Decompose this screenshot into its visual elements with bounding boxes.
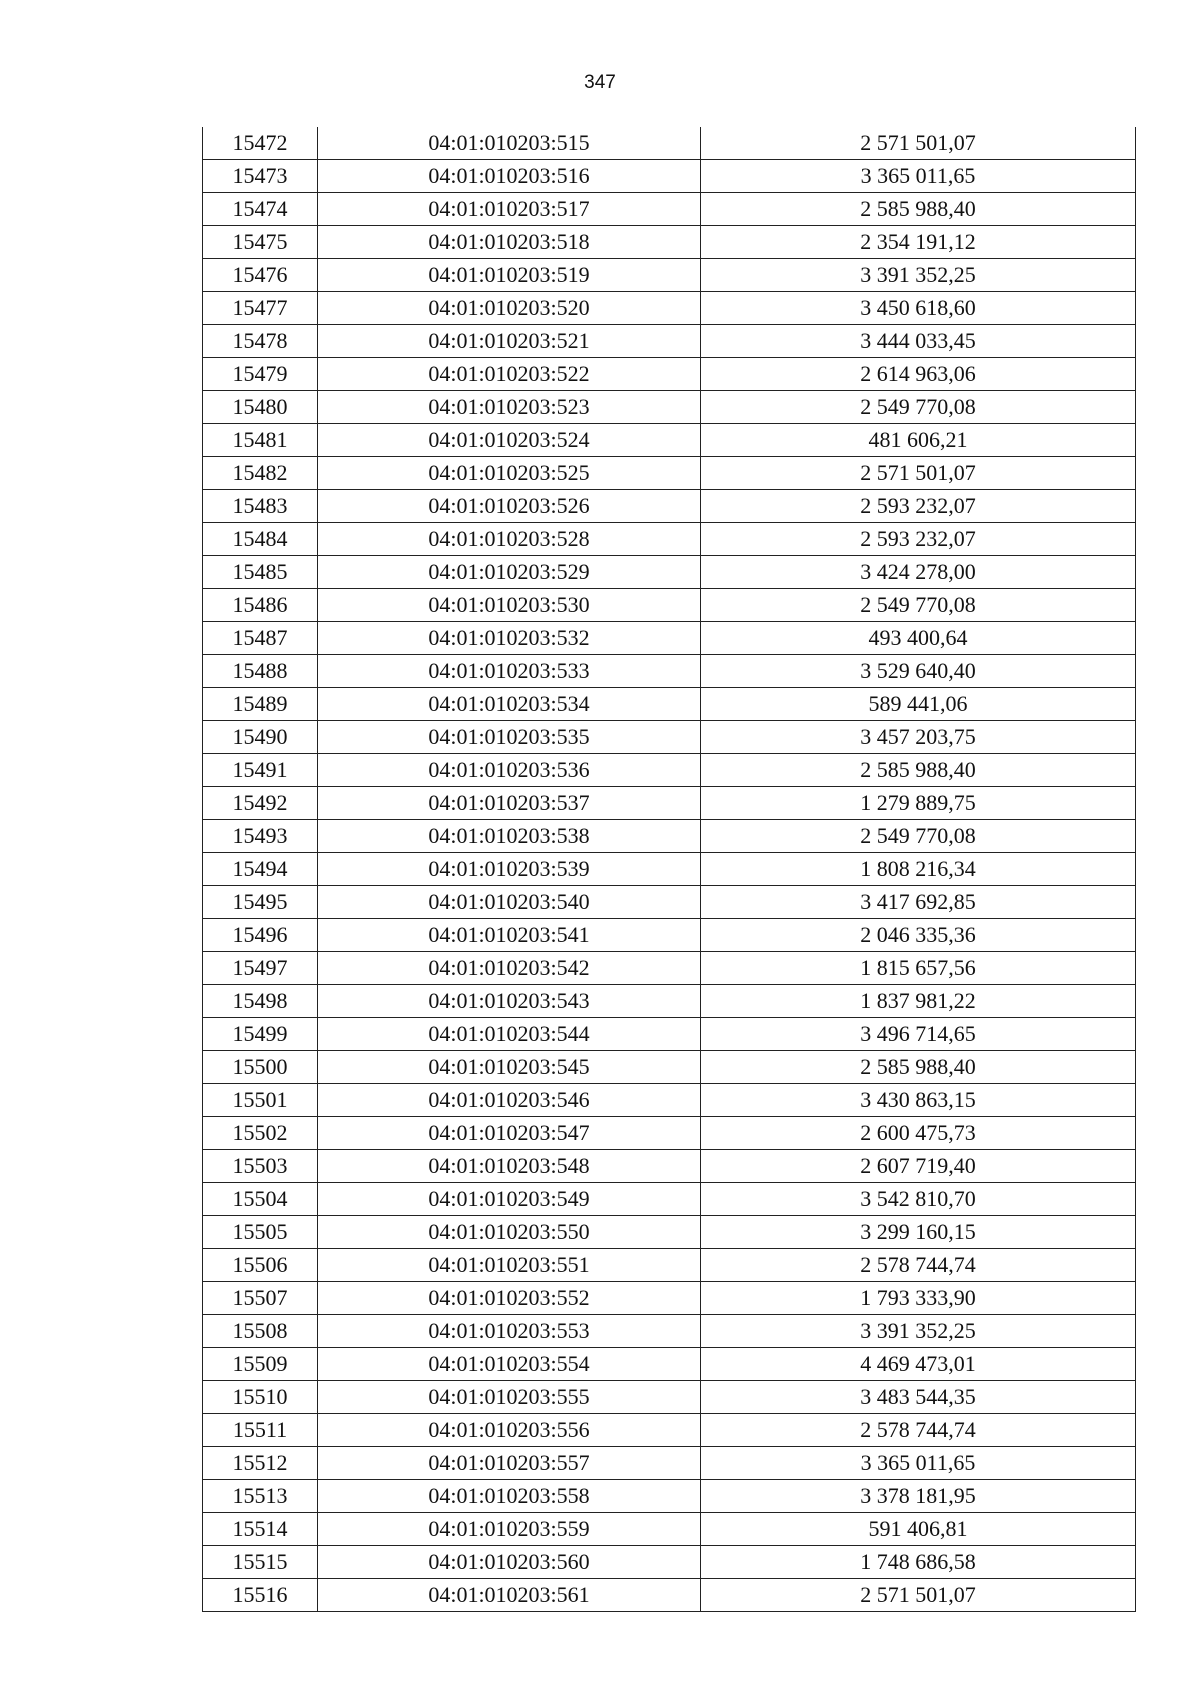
row-number-cell: 15483 (203, 490, 318, 523)
table-row (203, 655, 1136, 688)
cadastral-value-cell: 3 542 810,70 (701, 1183, 1136, 1216)
cadastral-number-cell: 04:01:010203:553 (318, 1315, 701, 1348)
row-number-cell: 15492 (203, 787, 318, 820)
row-number-cell: 15506 (203, 1249, 318, 1282)
table-row (203, 1513, 1136, 1546)
table-row (203, 127, 1136, 160)
cadastral-value-cell: 2 578 744,74 (701, 1249, 1136, 1282)
cadastral-number-cell: 04:01:010203:519 (318, 259, 701, 292)
table-row (203, 1315, 1136, 1348)
row-number-cell: 15500 (203, 1051, 318, 1084)
cadastral-value-cell: 2 600 475,73 (701, 1117, 1136, 1150)
table-row (203, 160, 1136, 193)
cadastral-value-cell: 2 549 770,08 (701, 589, 1136, 622)
row-number-cell: 15472 (203, 127, 318, 160)
cadastral-number-cell: 04:01:010203:558 (318, 1480, 701, 1513)
row-number-cell: 15481 (203, 424, 318, 457)
cadastral-number-cell: 04:01:010203:547 (318, 1117, 701, 1150)
cadastral-number-cell: 04:01:010203:538 (318, 820, 701, 853)
row-number-cell: 15498 (203, 985, 318, 1018)
table-row (203, 259, 1136, 292)
row-number-cell: 15499 (203, 1018, 318, 1051)
cadastral-number-cell: 04:01:010203:541 (318, 919, 701, 952)
cadastral-number-cell: 04:01:010203:555 (318, 1381, 701, 1414)
cadastral-number-cell: 04:01:010203:551 (318, 1249, 701, 1282)
table-row (203, 820, 1136, 853)
table-row (203, 226, 1136, 259)
cadastral-value-cell: 2 593 232,07 (701, 523, 1136, 556)
cadastral-number-cell: 04:01:010203:515 (318, 127, 701, 160)
row-number-cell: 15488 (203, 655, 318, 688)
cadastral-value-cell: 3 378 181,95 (701, 1480, 1136, 1513)
cadastral-value-cell: 3 457 203,75 (701, 721, 1136, 754)
row-number-cell: 15482 (203, 457, 318, 490)
row-number-cell: 15487 (203, 622, 318, 655)
cadastral-number-cell: 04:01:010203:524 (318, 424, 701, 457)
cadastral-number-cell: 04:01:010203:518 (318, 226, 701, 259)
cadastral-number-cell: 04:01:010203:552 (318, 1282, 701, 1315)
cadastral-number-cell: 04:01:010203:537 (318, 787, 701, 820)
table-row (203, 589, 1136, 622)
cadastral-value-cell: 2 578 744,74 (701, 1414, 1136, 1447)
table-row (203, 391, 1136, 424)
cadastral-value-cell: 2 549 770,08 (701, 391, 1136, 424)
table-row (203, 424, 1136, 457)
table-row (203, 1480, 1136, 1513)
cadastral-value-cell: 3 450 618,60 (701, 292, 1136, 325)
row-number-cell: 15491 (203, 754, 318, 787)
row-number-cell: 15508 (203, 1315, 318, 1348)
cadastral-value-cell: 1 815 657,56 (701, 952, 1136, 985)
table-row (203, 919, 1136, 952)
row-number-cell: 15501 (203, 1084, 318, 1117)
row-number-cell: 15511 (203, 1414, 318, 1447)
cadastral-value-cell: 3 299 160,15 (701, 1216, 1136, 1249)
cadastral-number-cell: 04:01:010203:520 (318, 292, 701, 325)
table-body (203, 127, 1136, 1612)
row-number-cell: 15510 (203, 1381, 318, 1414)
cadastral-number-cell: 04:01:010203:556 (318, 1414, 701, 1447)
cadastral-number-cell: 04:01:010203:542 (318, 952, 701, 985)
table-row (203, 523, 1136, 556)
row-number-cell: 15495 (203, 886, 318, 919)
table-row (203, 1051, 1136, 1084)
cadastral-value-cell: 3 483 544,35 (701, 1381, 1136, 1414)
row-number-cell: 15480 (203, 391, 318, 424)
table-row (203, 292, 1136, 325)
cadastral-number-cell: 04:01:010203:535 (318, 721, 701, 754)
table-row (203, 622, 1136, 655)
table-row (203, 490, 1136, 523)
page-number: 347 (584, 72, 616, 93)
table-row (203, 1117, 1136, 1150)
row-number-cell: 15473 (203, 160, 318, 193)
cadastral-number-cell: 04:01:010203:540 (318, 886, 701, 919)
table-row (203, 1150, 1136, 1183)
table-row (203, 1447, 1136, 1480)
cadastral-number-cell: 04:01:010203:548 (318, 1150, 701, 1183)
row-number-cell: 15484 (203, 523, 318, 556)
cadastral-value-cell: 3 496 714,65 (701, 1018, 1136, 1051)
cadastral-number-cell: 04:01:010203:532 (318, 622, 701, 655)
cadastral-value-cell: 1 748 686,58 (701, 1546, 1136, 1579)
cadastral-value-cell: 2 354 191,12 (701, 226, 1136, 259)
table-row (203, 1183, 1136, 1216)
row-number-cell: 15494 (203, 853, 318, 886)
table-row (203, 853, 1136, 886)
cadastral-number-cell: 04:01:010203:557 (318, 1447, 701, 1480)
cadastral-number-cell: 04:01:010203:545 (318, 1051, 701, 1084)
cadastral-value-cell: 2 549 770,08 (701, 820, 1136, 853)
table-row (203, 754, 1136, 787)
cadastral-number-cell: 04:01:010203:533 (318, 655, 701, 688)
table-row (203, 952, 1136, 985)
table-row (203, 1282, 1136, 1315)
cadastral-number-cell: 04:01:010203:522 (318, 358, 701, 391)
cadastral-number-cell: 04:01:010203:559 (318, 1513, 701, 1546)
row-number-cell: 15479 (203, 358, 318, 391)
table-row (203, 1018, 1136, 1051)
cadastral-value-cell: 1 808 216,34 (701, 853, 1136, 886)
row-number-cell: 15497 (203, 952, 318, 985)
table-row (203, 886, 1136, 919)
cadastral-value-cell: 4 469 473,01 (701, 1348, 1136, 1381)
cadastral-number-cell: 04:01:010203:536 (318, 754, 701, 787)
table-row (203, 1249, 1136, 1282)
row-number-cell: 15502 (203, 1117, 318, 1150)
cadastral-value-cell: 2 585 988,40 (701, 754, 1136, 787)
table-row (203, 1084, 1136, 1117)
cadastral-number-cell: 04:01:010203:516 (318, 160, 701, 193)
row-number-cell: 15490 (203, 721, 318, 754)
cadastral-value-cell: 3 424 278,00 (701, 556, 1136, 589)
table-row (203, 1381, 1136, 1414)
cadastral-number-cell: 04:01:010203:549 (318, 1183, 701, 1216)
table-row (203, 556, 1136, 589)
table-row (203, 457, 1136, 490)
cadastral-number-cell: 04:01:010203:544 (318, 1018, 701, 1051)
cadastral-value-cell: 2 607 719,40 (701, 1150, 1136, 1183)
cadastral-value-cell: 2 571 501,07 (701, 1579, 1136, 1612)
cadastral-value-cell: 3 365 011,65 (701, 1447, 1136, 1480)
row-number-cell: 15475 (203, 226, 318, 259)
row-number-cell: 15505 (203, 1216, 318, 1249)
cadastral-value-cell: 591 406,81 (701, 1513, 1136, 1546)
row-number-cell: 15503 (203, 1150, 318, 1183)
cadastral-number-cell: 04:01:010203:523 (318, 391, 701, 424)
cadastral-value-cell: 2 585 988,40 (701, 193, 1136, 226)
cadastral-number-cell: 04:01:010203:539 (318, 853, 701, 886)
table-row (203, 787, 1136, 820)
cadastral-value-cell: 2 046 335,36 (701, 919, 1136, 952)
cadastral-value-cell: 3 417 692,85 (701, 886, 1136, 919)
table-row (203, 1414, 1136, 1447)
cadastral-number-cell: 04:01:010203:546 (318, 1084, 701, 1117)
cadastral-number-cell: 04:01:010203:526 (318, 490, 701, 523)
row-number-cell: 15512 (203, 1447, 318, 1480)
cadastral-value-cell: 1 793 333,90 (701, 1282, 1136, 1315)
cadastral-number-cell: 04:01:010203:517 (318, 193, 701, 226)
cadastral-value-cell: 2 614 963,06 (701, 358, 1136, 391)
table-row (203, 1348, 1136, 1381)
cadastral-value-cell: 481 606,21 (701, 424, 1136, 457)
row-number-cell: 15489 (203, 688, 318, 721)
cadastral-value-cell: 493 400,64 (701, 622, 1136, 655)
row-number-cell: 15496 (203, 919, 318, 952)
row-number-cell: 15513 (203, 1480, 318, 1513)
table-row (203, 721, 1136, 754)
cadastral-number-cell: 04:01:010203:560 (318, 1546, 701, 1579)
cadastral-number-cell: 04:01:010203:534 (318, 688, 701, 721)
row-number-cell: 15516 (203, 1579, 318, 1612)
cadastral-number-cell: 04:01:010203:561 (318, 1579, 701, 1612)
cadastral-number-cell: 04:01:010203:543 (318, 985, 701, 1018)
row-number-cell: 15515 (203, 1546, 318, 1579)
cadastral-value-cell: 2 571 501,07 (701, 127, 1136, 160)
cadastral-value-cell: 2 571 501,07 (701, 457, 1136, 490)
row-number-cell: 15476 (203, 259, 318, 292)
cadastral-value-cell: 1 837 981,22 (701, 985, 1136, 1018)
cadastral-value-cell: 3 529 640,40 (701, 655, 1136, 688)
table-row (203, 1216, 1136, 1249)
row-number-cell: 15493 (203, 820, 318, 853)
cadastral-value-cell: 1 279 889,75 (701, 787, 1136, 820)
table-row (203, 1546, 1136, 1579)
cadastral-value-cell: 3 444 033,45 (701, 325, 1136, 358)
cadastral-value-cell: 2 593 232,07 (701, 490, 1136, 523)
cadastral-value-cell: 589 441,06 (701, 688, 1136, 721)
cadastral-number-cell: 04:01:010203:521 (318, 325, 701, 358)
row-number-cell: 15504 (203, 1183, 318, 1216)
table-row (203, 193, 1136, 226)
cadastral-number-cell: 04:01:010203:528 (318, 523, 701, 556)
row-number-cell: 15485 (203, 556, 318, 589)
table-row (203, 358, 1136, 391)
cadastral-value-cell: 3 391 352,25 (701, 1315, 1136, 1348)
table-row (203, 688, 1136, 721)
row-number-cell: 15478 (203, 325, 318, 358)
cadastral-number-cell: 04:01:010203:554 (318, 1348, 701, 1381)
cadastral-value-table (202, 127, 1136, 1612)
cadastral-number-cell: 04:01:010203:530 (318, 589, 701, 622)
row-number-cell: 15507 (203, 1282, 318, 1315)
row-number-cell: 15486 (203, 589, 318, 622)
row-number-cell: 15514 (203, 1513, 318, 1546)
cadastral-number-cell: 04:01:010203:529 (318, 556, 701, 589)
cadastral-value-cell: 3 365 011,65 (701, 160, 1136, 193)
cadastral-number-cell: 04:01:010203:550 (318, 1216, 701, 1249)
table-row (203, 1579, 1136, 1612)
row-number-cell: 15477 (203, 292, 318, 325)
table-row (203, 325, 1136, 358)
cadastral-value-cell: 3 391 352,25 (701, 259, 1136, 292)
row-number-cell: 15509 (203, 1348, 318, 1381)
row-number-cell: 15474 (203, 193, 318, 226)
cadastral-value-cell: 3 430 863,15 (701, 1084, 1136, 1117)
table-row (203, 985, 1136, 1018)
cadastral-number-cell: 04:01:010203:525 (318, 457, 701, 490)
cadastral-value-cell: 2 585 988,40 (701, 1051, 1136, 1084)
